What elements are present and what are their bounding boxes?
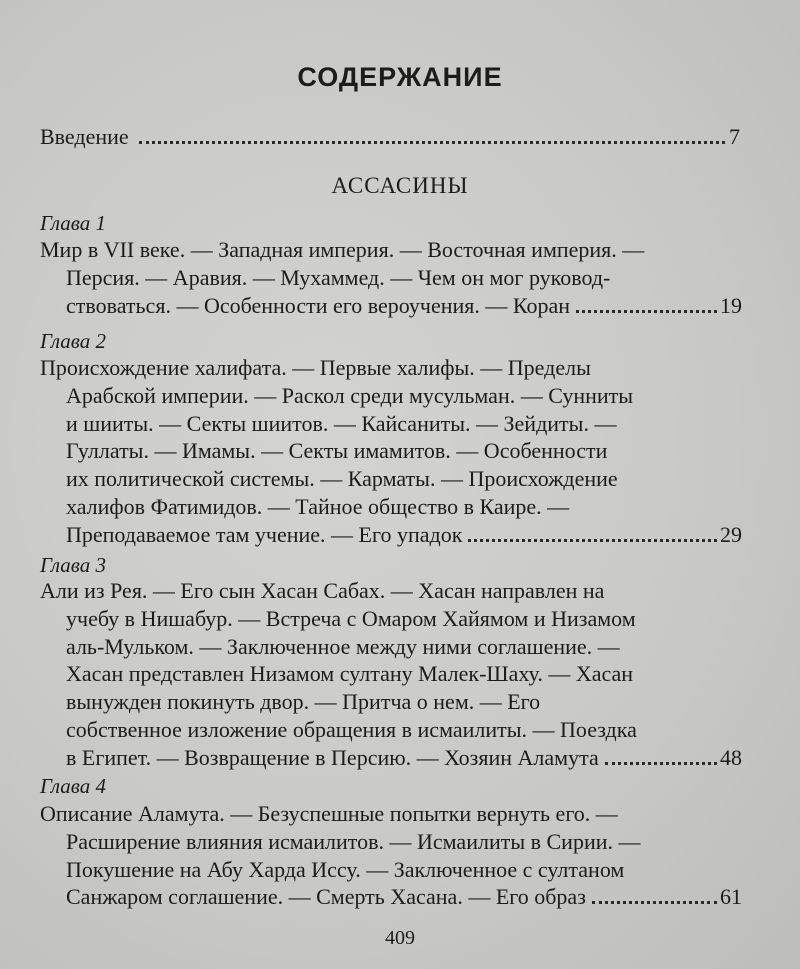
entry-line: Описание Аламута. — Безуспешные попытки вернуть его. —	[40, 801, 618, 826]
entry-line: Хасан представлен Низамом султану Малек-Шаху. — Хасан	[66, 661, 634, 687]
entry-line: халифов Фатимидов. — Тайное общество в Каире. —	[66, 493, 570, 519]
chapter-1-page: 19	[720, 292, 742, 318]
entry-line: вынужден покинуть двор. — Притча о нем. — Его	[66, 689, 541, 715]
chapter-3-page: 48	[720, 744, 742, 770]
entry-line-last	[40, 521, 742, 549]
dot-leader	[605, 761, 717, 765]
toc-entry-chapter-4[interactable]	[40, 800, 742, 911]
entry-line-text: Санжаром соглашение. — Смерть Хасана. — Его образ	[66, 884, 586, 910]
page-number: 409	[385, 927, 415, 949]
entry-line: Происхождение халифата. — Первые халифы. — Пределы	[40, 355, 591, 380]
entry-line-text: в Египет. — Возвращение в Персию. — Хозяин Аламута	[66, 744, 599, 770]
dot-leader	[468, 538, 717, 542]
toc-entry-chapter-2[interactable]	[40, 354, 742, 549]
dot-leader	[576, 309, 717, 313]
entry-line-text: ствоваться. — Особенности его вероучения. — Коран	[66, 292, 571, 318]
entry-line: аль-Мульком. — Заключенное между ними соглашение. —	[66, 633, 620, 659]
chapter-2-heading: Глава 2	[40, 329, 106, 353]
dot-leader	[592, 900, 717, 904]
dot-leader	[139, 140, 725, 144]
chapter-4-heading: Глава 4	[40, 774, 106, 798]
toc-entry-chapter-1[interactable]	[40, 236, 742, 319]
intro-page: 7	[729, 124, 740, 149]
entry-line: учебу в Нишабур. — Встреча с Омаром Хайямом и Низамом	[66, 605, 636, 631]
entry-line-last	[40, 744, 742, 772]
chapter-2-page: 29	[720, 521, 742, 547]
chapter-4-page: 61	[720, 884, 742, 910]
entry-line-last	[40, 883, 742, 911]
entry-line: и шииты. — Секты шиитов. — Кайсаниты. — Зейдиты. —	[66, 410, 617, 436]
toc-entry-intro[interactable]	[40, 124, 740, 150]
entry-line: Расширение влияния исмаилитов. — Исмаилиты в Сирии. —	[66, 828, 641, 854]
page-title: СОДЕРЖАНИЕ	[297, 62, 503, 92]
entry-line-text: Преподаваемое там учение. — Его упадок	[66, 521, 463, 547]
intro-label: Введение	[40, 124, 129, 149]
chapter-3-heading: Глава 3	[40, 553, 106, 577]
entry-line: их политической системы. — Карматы. — Происхождение	[66, 466, 618, 492]
entry-line: Мир в VII веке. — Западная империя. — Восточная империя. —	[40, 237, 645, 262]
entry-line: Персия. — Аравия. — Мухаммед. — Чем он мог руковод-	[66, 264, 611, 290]
entry-line: Али из Рея. — Его сын Хасан Сабах. — Хасан направлен на	[40, 578, 605, 603]
entry-line-last	[40, 292, 742, 320]
entry-line: Арабской империи. — Раскол среди мусульман. — Сунниты	[66, 382, 634, 408]
chapter-1-heading: Глава 1	[40, 211, 106, 235]
section-title: АССАСИНЫ	[331, 173, 469, 198]
entry-line: Покушение на Абу Харда Иссу. — Заключенное с султаном	[66, 856, 625, 882]
entry-line: Гуллаты. — Имамы. — Секты имамитов. — Особенности	[66, 438, 608, 464]
toc-entry-chapter-3[interactable]	[40, 577, 742, 772]
entry-line: собственное изложение обращения в исмаилиты. — Поездка	[66, 716, 637, 742]
